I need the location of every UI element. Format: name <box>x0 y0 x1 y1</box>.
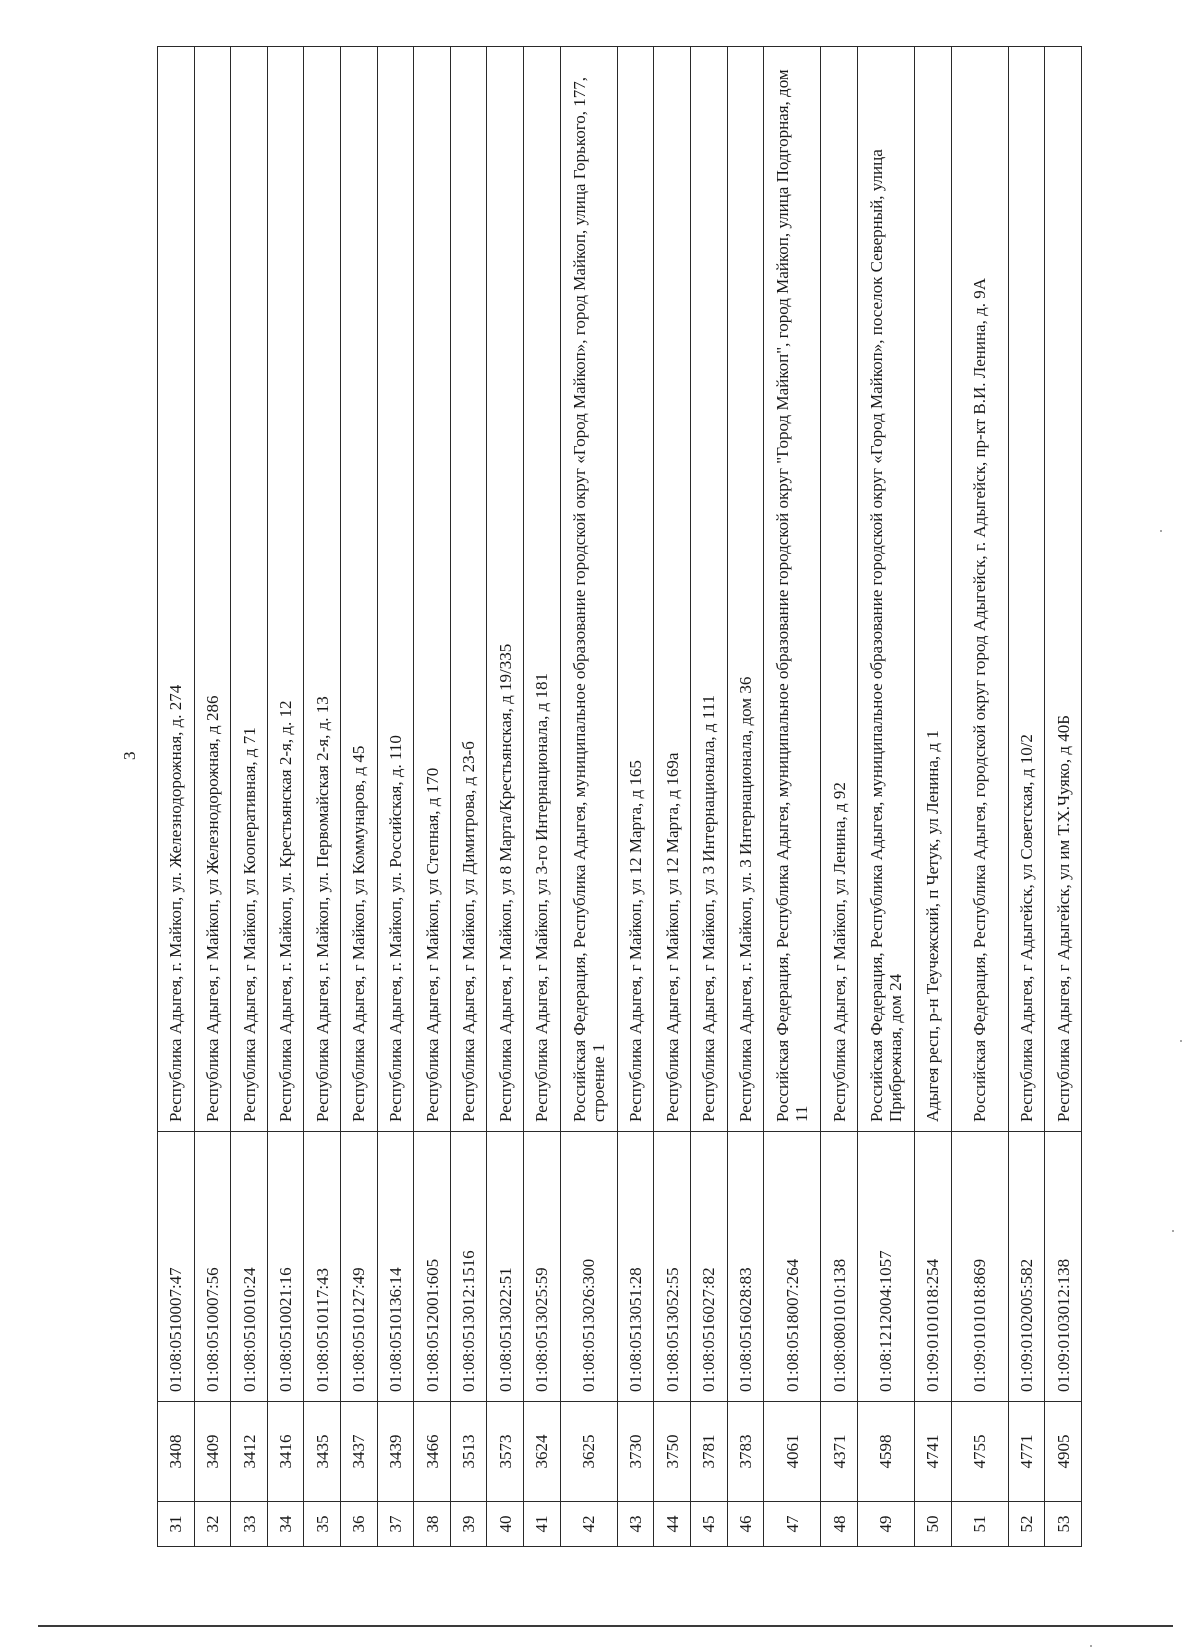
table-row <box>1045 47 1082 1547</box>
scan-speck <box>1160 530 1162 532</box>
address: Российская Федерация, Республика Адыгея, муниципальное образование городской округ «Город Майкоп», город Майкоп, улица Горького, 177, строение 1 <box>560 47 617 1132</box>
object-code: 4371 <box>821 1402 858 1502</box>
object-code: 4741 <box>914 1402 951 1502</box>
table-row <box>654 47 691 1547</box>
row-number: 36 <box>341 1502 378 1547</box>
cadastral-number: 01:08:0513051:28 <box>617 1132 654 1402</box>
scan-speck <box>1180 1040 1182 1042</box>
row-number: 38 <box>414 1502 451 1547</box>
table-row <box>377 47 414 1547</box>
row-number: 42 <box>560 1502 617 1547</box>
scan-speck <box>1172 1230 1174 1232</box>
object-code: 3625 <box>560 1402 617 1502</box>
address: Республика Адыгея, г. Майкоп, ул. Первомайская 2-я, д. 13 <box>304 47 341 1132</box>
cadastral-number: 01:09:0103012:138 <box>1045 1132 1082 1402</box>
address: Республика Адыгея, г Майкоп, ул 8 Марта/Крестьянская, д 19/335 <box>487 47 524 1132</box>
table-row <box>857 47 914 1547</box>
address: Республика Адыгея, г. Майкоп, ул. Железнодорожная, д. 274 <box>158 47 195 1132</box>
row-number: 31 <box>158 1502 195 1547</box>
table-row <box>450 47 487 1547</box>
cadastral-number: 01:08:0510010:24 <box>231 1132 268 1402</box>
table-row <box>194 47 231 1547</box>
cadastral-number: 01:08:0510007:47 <box>158 1132 195 1402</box>
object-code: 3783 <box>727 1402 764 1502</box>
table-row <box>914 47 951 1547</box>
row-number: 33 <box>231 1502 268 1547</box>
address: Республика Адыгея, г Майкоп, ул Коммунаров, д 45 <box>341 47 378 1132</box>
table-row <box>764 47 821 1547</box>
cadastral-number: 01:09:0101018:869 <box>951 1132 1008 1402</box>
row-number: 37 <box>377 1502 414 1547</box>
cadastral-number: 01:08:1212004:1057 <box>857 1132 914 1402</box>
address: Республика Адыгея, г Майкоп, ул Димитрова, д 23-б <box>450 47 487 1132</box>
row-number: 44 <box>654 1502 691 1547</box>
row-number: 50 <box>914 1502 951 1547</box>
cadastral-number: 01:08:0518007:264 <box>764 1132 821 1402</box>
table-row <box>524 47 561 1547</box>
table-row <box>617 47 654 1547</box>
object-code: 3513 <box>450 1402 487 1502</box>
address: Республика Адыгея, г Майкоп, ул Ленина, д 92 <box>821 47 858 1132</box>
table-row <box>821 47 858 1547</box>
object-code: 3435 <box>304 1402 341 1502</box>
cadastral-number: 01:08:0512001:605 <box>414 1132 451 1402</box>
address: Республика Адыгея, г Адыгейск, ул Советская, д 10/2 <box>1008 47 1045 1132</box>
address: Республика Адыгея, г. Майкоп, ул. 3 Интернационала, дом 36 <box>727 47 764 1132</box>
cadastral-number: 01:08:0801010:138 <box>821 1132 858 1402</box>
row-number: 49 <box>857 1502 914 1547</box>
address: Республика Адыгея, г Майкоп, ул Железнодорожная, д 286 <box>194 47 231 1132</box>
row-number: 32 <box>194 1502 231 1547</box>
object-code: 4598 <box>857 1402 914 1502</box>
object-code: 4755 <box>951 1402 1008 1502</box>
object-code: 3781 <box>690 1402 727 1502</box>
object-code: 3750 <box>654 1402 691 1502</box>
object-code: 3466 <box>414 1402 451 1502</box>
table-row <box>487 47 524 1547</box>
row-number: 43 <box>617 1502 654 1547</box>
address: Республика Адыгея, г Майкоп, ул Степная, д 170 <box>414 47 451 1132</box>
cadastral-number: 01:09:0101018:254 <box>914 1132 951 1402</box>
row-number: 51 <box>951 1502 1008 1547</box>
object-code: 3408 <box>158 1402 195 1502</box>
cadastral-number: 01:08:0516028:83 <box>727 1132 764 1402</box>
object-code: 4905 <box>1045 1402 1082 1502</box>
cadastral-number: 01:08:0510021:16 <box>267 1132 304 1402</box>
object-code: 3624 <box>524 1402 561 1502</box>
table-row <box>414 47 451 1547</box>
row-number: 40 <box>487 1502 524 1547</box>
row-number: 34 <box>267 1502 304 1547</box>
cadastral-number: 01:08:0516027:82 <box>690 1132 727 1402</box>
table-row <box>690 47 727 1547</box>
cadastral-number: 01:08:0510127:49 <box>341 1132 378 1402</box>
address: Республика Адыгея, г Майкоп, ул Кооперативная, д 71 <box>231 47 268 1132</box>
address: Республика Адыгея, г. Майкоп, ул. Российская, д. 110 <box>377 47 414 1132</box>
table-row <box>304 47 341 1547</box>
object-code: 4061 <box>764 1402 821 1502</box>
address: Республика Адыгея, г Майкоп, ул 3 Интернационала, д 111 <box>690 47 727 1132</box>
table-row <box>341 47 378 1547</box>
row-number: 46 <box>727 1502 764 1547</box>
object-code: 3439 <box>377 1402 414 1502</box>
address: Российская Федерация, Республика Адыгея, муниципальное образование городской округ "Город Майкоп", город Майкоп, улица Подгорная, дом 11 <box>764 47 821 1132</box>
object-code: 3412 <box>231 1402 268 1502</box>
cadastral-number: 01:08:0513022:51 <box>487 1132 524 1402</box>
address: Республика Адыгея, г Адыгейск, ул им Т.Х.Чуяко, д 40Б <box>1045 47 1082 1132</box>
cadastral-number: 01:08:0510136:14 <box>377 1132 414 1402</box>
cadastral-number: 01:08:0513026:300 <box>560 1132 617 1402</box>
row-number: 41 <box>524 1502 561 1547</box>
row-number: 52 <box>1008 1502 1045 1547</box>
scan-bottom-rule <box>38 1625 1173 1627</box>
address: Российская Федерация, Республика Адыгея, муниципальное образование городской округ «Город Майкоп», поселок Северный, улица Прибрежная, дом 24 <box>857 47 914 1132</box>
table-row <box>727 47 764 1547</box>
table-row <box>267 47 304 1547</box>
rotated-table-wrapper <box>157 47 1082 1547</box>
object-code: 3416 <box>267 1402 304 1502</box>
address: Российская Федерация, Республика Адыгея, городской округ город Адыгейск, г. Адыгейск, пр-кт В.И. Ленина, д. 9А <box>951 47 1008 1132</box>
address: Республика Адыгея, г Майкоп, ул 3-го Интернационала, д 181 <box>524 47 561 1132</box>
address: Республика Адыгея, г Майкоп, ул 12 Марта, д 165 <box>617 47 654 1132</box>
property-table <box>157 46 1082 1547</box>
object-code: 4771 <box>1008 1402 1045 1502</box>
object-code: 3730 <box>617 1402 654 1502</box>
object-code: 3573 <box>487 1402 524 1502</box>
cadastral-number: 01:08:0510007:56 <box>194 1132 231 1402</box>
cadastral-number: 01:09:0102005:582 <box>1008 1132 1045 1402</box>
address: Республика Адыгея, г Майкоп, ул 12 Марта, д 169а <box>654 47 691 1132</box>
table-row <box>1008 47 1045 1547</box>
address: Адыгея респ, р-н Теучежский, п Четук, ул Ленина, д 1 <box>914 47 951 1132</box>
address: Республика Адыгея, г. Майкоп, ул. Крестьянская 2-я, д. 12 <box>267 47 304 1132</box>
row-number: 45 <box>690 1502 727 1547</box>
scan-speck <box>1090 1645 1092 1647</box>
object-code: 3409 <box>194 1402 231 1502</box>
table-row <box>231 47 268 1547</box>
table-row <box>951 47 1008 1547</box>
cadastral-number: 01:08:0510117:43 <box>304 1132 341 1402</box>
row-number: 48 <box>821 1502 858 1547</box>
cadastral-number: 01:08:0513052:55 <box>654 1132 691 1402</box>
page-number: 3 <box>120 751 139 760</box>
row-number: 47 <box>764 1502 821 1547</box>
table-row <box>560 47 617 1547</box>
cadastral-number: 01:08:0513025:59 <box>524 1132 561 1402</box>
table-row <box>158 47 195 1547</box>
object-code: 3437 <box>341 1402 378 1502</box>
row-number: 35 <box>304 1502 341 1547</box>
cadastral-number: 01:08:0513012:1516 <box>450 1132 487 1402</box>
row-number: 39 <box>450 1502 487 1547</box>
row-number: 53 <box>1045 1502 1082 1547</box>
